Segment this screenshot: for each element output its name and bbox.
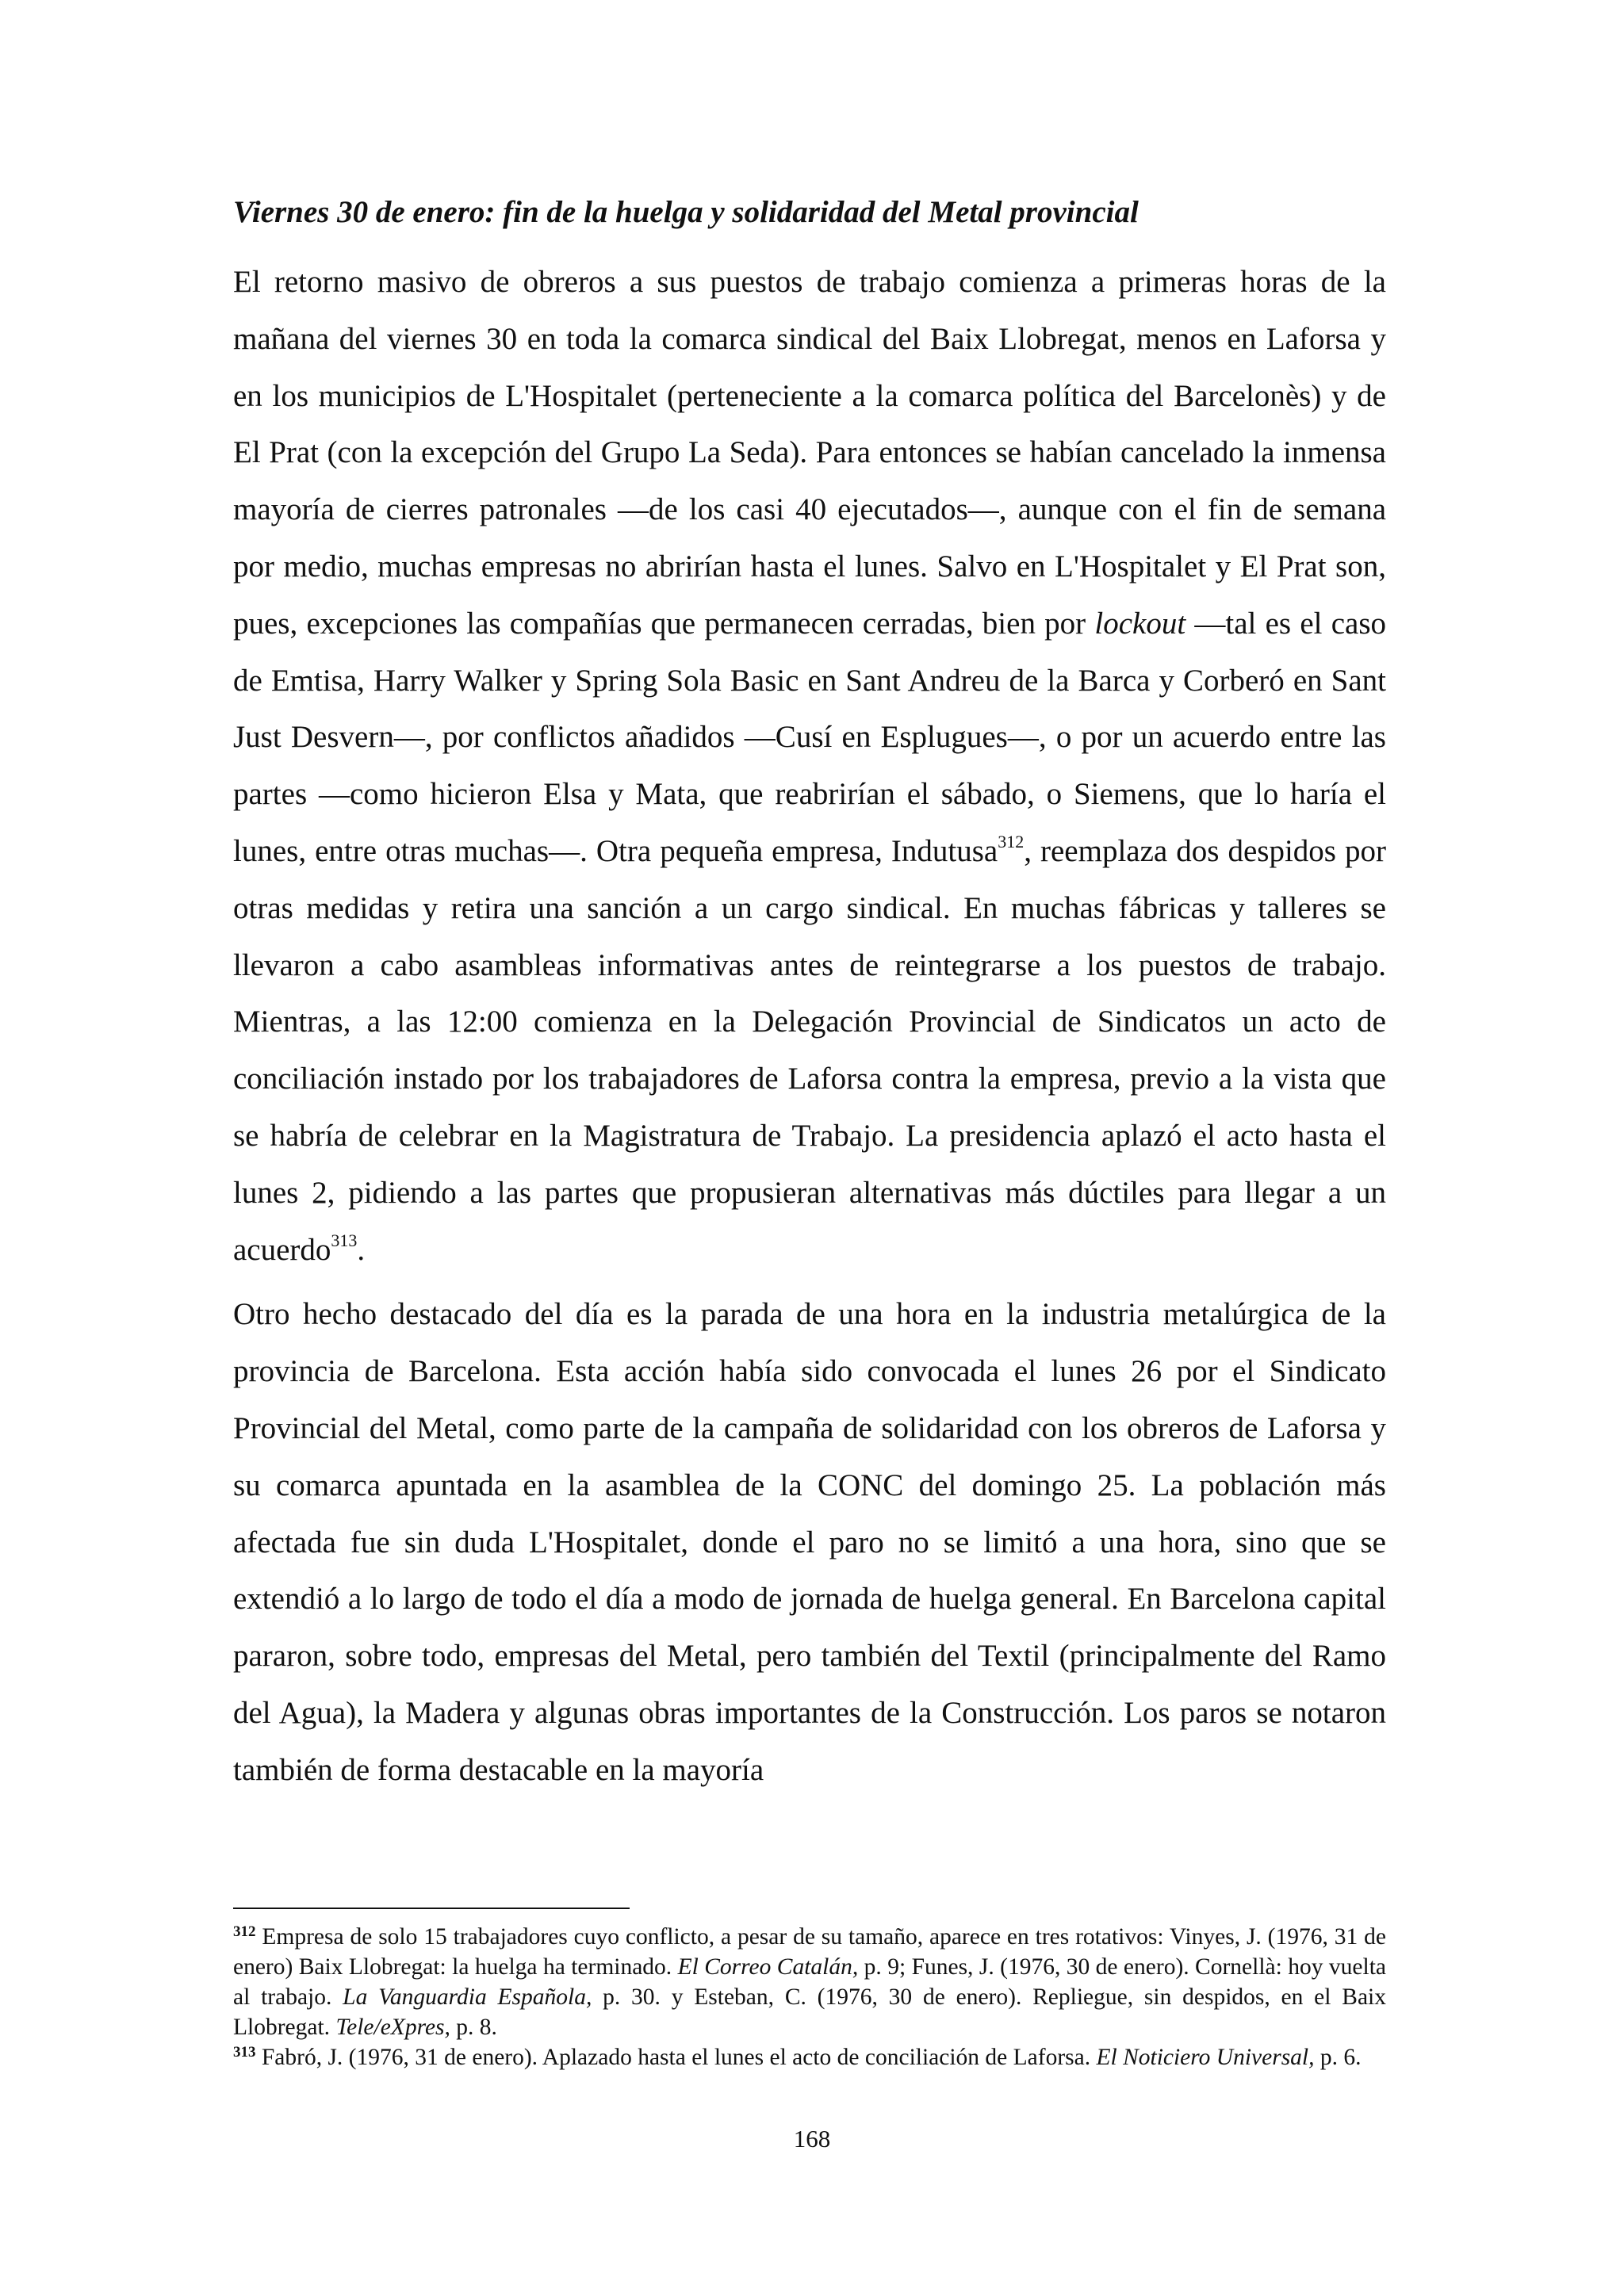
footnote-number: 313 — [233, 2044, 256, 2061]
paragraph-1-text-c: , reemplaza dos despidos por otras medidas y retira una sanción a un cargo sindical. En muchas fábricas y talleres se llevaron a cabo asambleas informativas antes de reintegrarse a los puestos de trabajo. Mientras, a las 12:00 comienza en la Delegación Provincial de Sindicatos un acto de conciliación instado por los trabajadores de Laforsa contra la empresa, previo a la vista que se habría de celebrar en la Magistratura de Trabajo. La presidencia aplazó el acto hasta el lunes 2, pidiendo a las partes que propusieran alternativas más dúctiles para llegar a un acuerdo — [233, 833, 1387, 1267]
footnote-source-title: El Noticiero Universal, — [1096, 2045, 1315, 2070]
paragraph-1 — [233, 254, 1386, 1278]
footnote-source-title: Tele/eXpres, — [335, 2015, 450, 2040]
body-text — [233, 254, 1386, 1807]
footnote-text: p. 30. y Esteban, C. (1976, 30 de enero). Repliegue, sin despidos, en el Baix Llobregat. — [233, 1984, 1386, 2040]
footnote-ref-312[interactable]: 312 — [998, 831, 1025, 851]
footnote-source-title: La Vanguardia Española, — [343, 1984, 592, 2010]
paragraph-1-text-b: —tal es el caso de Emtisa, Harry Walker y Spring Sola Basic en Sant Andreu de la Barca y Corberó en Sant Just Desvern—, por conflictos añadidos —Cusí en Esplugues—, o por un acuerdo entre las partes —como hicieron Elsa y Mata, que reabrirían el sábado, o Siemens, que lo haría el lunes, entre otras muchas—. Otra pequeña empresa, Indutusa — [233, 606, 1386, 868]
footnote-separator — [233, 1908, 630, 1909]
footnote-313 — [233, 2042, 1386, 2072]
footnote-text: p. 6. — [1314, 2045, 1362, 2070]
paragraph-1-italic-term: lockout — [1094, 606, 1186, 641]
footnote-text: Empresa de solo 15 trabajadores cuyo conflicto, a pesar de su tamaño, aparece en tres rotativos: Vinyes, J. (1976, 31 de enero) Baix Llobregat: la huelga ha terminado. — [233, 1924, 1386, 1980]
footnote-text: p. 8. — [450, 2015, 497, 2040]
paragraph-1-text-d: . — [357, 1232, 366, 1267]
footnote-ref-313[interactable]: 313 — [331, 1230, 358, 1250]
page-number: 168 — [793, 2125, 831, 2152]
footnote-312 — [233, 1922, 1386, 2042]
footnote-text: p. 9; Funes, J. (1976, 30 de enero). Cornellà: hoy vuelta al trabajo. — [233, 1954, 1387, 2010]
footnotes — [233, 1922, 1386, 2072]
paragraph-1-text-a: El retorno masivo de obreros a sus puestos de trabajo comienza a primeras horas de la mañana del viernes 30 en toda la comarca sindical del Baix Llobregat, menos en Laforsa y en los municipios de L'Hospitalet (perteneciente a la comarca política del Barcelonès) y de El Prat (con la excepción del Grupo La Seda). Para entonces se habían cancelado la inmensa mayoría de cierres patronales —de los casi 40 ejecutados—, aunque con el fin de semana por medio, muchas empresas no abrirían hasta el lunes. Salvo en L'Hospitalet y El Prat son, pues, excepciones las compañías que permanecen cerradas, bien por — [233, 265, 1386, 641]
footnote-number: 312 — [233, 1923, 256, 1940]
footnote-source-title: El Correo Catalán, — [677, 1954, 859, 1980]
section-heading: Viernes 30 de enero: fin de la huelga y solidaridad del Metal provincial — [233, 195, 1139, 229]
footnote-text: Fabró, J. (1976, 31 de enero). Aplazado hasta el lunes el acto de conciliación de Laforsa. — [255, 2045, 1097, 2070]
paragraph-2: Otro hecho destacado del día es la parada de una hora en la industria metalúrgica de la provincia de Barcelona. Esta acción había sido convocada el lunes 26 por el Sindicato Provincial del Metal, como parte de la campaña de solidaridad con los obreros de Laforsa y su comarca apuntada en la asamblea de la CONC del domingo 25. La población más afectada fue sin duda L'Hospitalet, donde el paro no se limitó a una hora, sino que se extendió a lo largo de todo el día a modo de jornada de huelga general. En Barcelona capital pararon, sobre todo, empresas del Metal, pero también del Textil (principalmente del Ramo del Agua), la Madera y algunas obras importantes de la Construcción. Los paros se notaron también de forma destacable en la mayoría — [233, 1297, 1386, 1787]
